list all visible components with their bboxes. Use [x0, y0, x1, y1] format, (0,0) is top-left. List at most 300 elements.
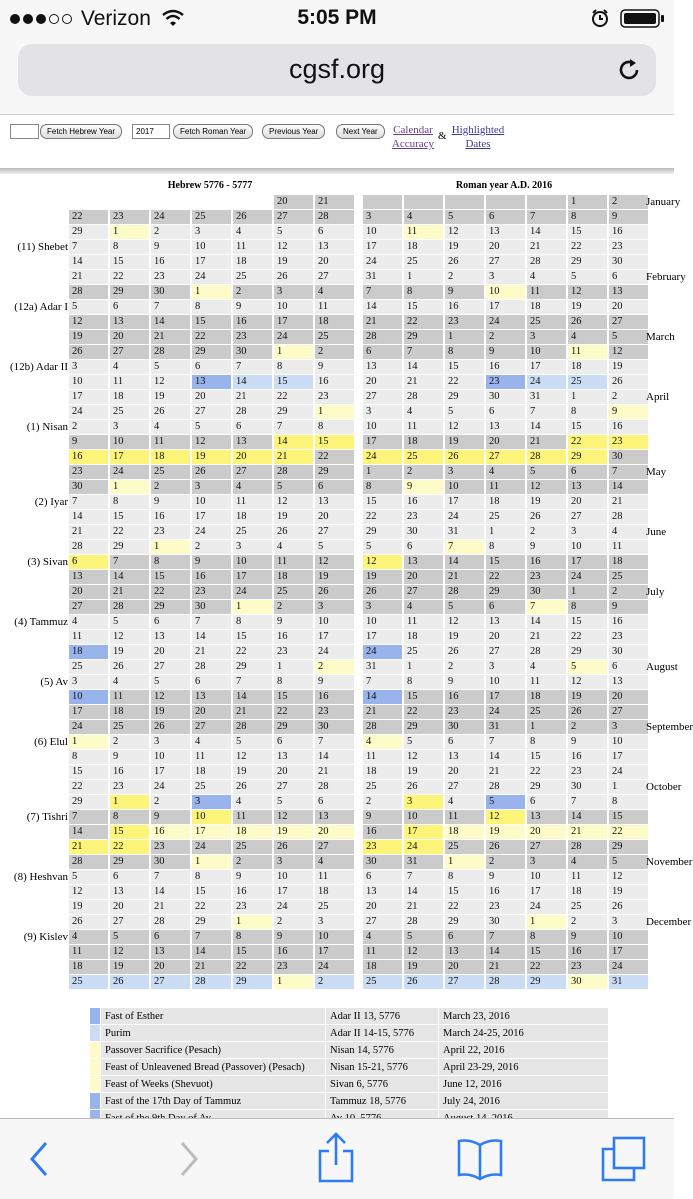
roman-day-cell: 28 [486, 780, 525, 794]
hebrew-day-cell: 17 [192, 510, 231, 524]
hebrew-day-cell: 2 [151, 480, 190, 494]
roman-day-cell: 13 [363, 885, 402, 899]
hebrew-day-cell: 13 [192, 375, 231, 389]
roman-month-label: July [646, 586, 665, 598]
hebrew-day-cell: 1 [192, 285, 231, 299]
hebrew-day-cell: 21 [233, 390, 272, 404]
hebrew-day-cell: 16 [233, 315, 272, 329]
roman-day-cell: 8 [527, 735, 566, 749]
roman-day-cell: 19 [568, 300, 607, 314]
roman-day-cell: 28 [404, 915, 443, 929]
roman-day-cell: 7 [404, 870, 443, 884]
hebrew-day-cell: 29 [69, 225, 108, 239]
hebrew-day-cell: 18 [151, 450, 190, 464]
roman-day-cell: 9 [445, 285, 484, 299]
legend-roman-date: March 23, 2016 [439, 1008, 608, 1024]
roman-day-cell: 12 [445, 225, 484, 239]
hebrew-day-cell: 13 [315, 810, 354, 824]
hebrew-day-cell: 15 [110, 825, 149, 839]
roman-day-cell: 22 [568, 240, 607, 254]
hebrew-month-label: (4) Tammuz [14, 616, 68, 628]
hebrew-day-cell: 15 [192, 315, 231, 329]
hebrew-day-cell: 20 [274, 195, 313, 209]
hebrew-day-cell: 15 [315, 435, 354, 449]
hebrew-day-cell: 4 [151, 420, 190, 434]
roman-day-cell: 24 [363, 450, 402, 464]
roman-day-cell: 30 [568, 975, 607, 989]
hebrew-day-cell: 1 [151, 540, 190, 554]
roman-month-label: September [646, 721, 693, 733]
hebrew-day-cell: 5 [110, 615, 149, 629]
hebrew-day-cell: 26 [233, 780, 272, 794]
roman-day-cell: 1 [568, 390, 607, 404]
back-icon[interactable] [26, 1139, 52, 1179]
roman-day-cell: 7 [363, 675, 402, 689]
roman-day-cell: 4 [568, 855, 607, 869]
hebrew-day-cell: 13 [233, 435, 272, 449]
hebrew-day-cell: 30 [233, 345, 272, 359]
share-icon[interactable] [316, 1131, 356, 1185]
calendar-accuracy-link-line1[interactable]: Calendar [393, 124, 433, 136]
hebrew-day-cell: 24 [69, 405, 108, 419]
roman-day-cell: 6 [486, 210, 525, 224]
roman-day-cell [404, 195, 443, 209]
hebrew-day-cell: 23 [151, 270, 190, 284]
hebrew-day-cell: 26 [151, 405, 190, 419]
roman-day-cell: 22 [445, 375, 484, 389]
url-text[interactable]: cgsf.org [288, 54, 386, 84]
hebrew-day-cell: 2 [110, 735, 149, 749]
hebrew-day-cell: 6 [151, 615, 190, 629]
roman-day-cell [445, 195, 484, 209]
hebrew-day-cell: 20 [315, 825, 354, 839]
hebrew-day-cell: 1 [274, 345, 313, 359]
hebrew-day-cell: 17 [274, 885, 313, 899]
hebrew-day-cell: 18 [69, 960, 108, 974]
hebrew-day-cell: 21 [69, 525, 108, 539]
hebrew-day-cell: 28 [315, 210, 354, 224]
hebrew-day-cell: 2 [233, 855, 272, 869]
hebrew-day-cell: 25 [233, 840, 272, 854]
roman-day-cell: 16 [609, 420, 648, 434]
roman-day-cell: 9 [404, 480, 443, 494]
roman-day-cell: 18 [568, 885, 607, 899]
hebrew-day-cell: 14 [315, 750, 354, 764]
hebrew-day-cell: 9 [315, 360, 354, 374]
hebrew-day-cell: 29 [192, 345, 231, 359]
hebrew-day-cell: 17 [192, 255, 231, 269]
hebrew-day-cell: 23 [315, 390, 354, 404]
roman-day-cell: 3 [363, 210, 402, 224]
hebrew-day-cell: 12 [274, 810, 313, 824]
legend-roman-date: June 12, 2016 [439, 1076, 608, 1092]
hebrew-day-cell: 12 [151, 375, 190, 389]
hebrew-day-cell: 15 [151, 570, 190, 584]
roman-day-cell: 20 [568, 495, 607, 509]
roman-day-cell: 21 [609, 495, 648, 509]
hebrew-day-cell: 14 [151, 315, 190, 329]
tabs-icon[interactable] [600, 1135, 648, 1183]
hebrew-day-cell: 29 [192, 915, 231, 929]
roman-day-cell: 24 [527, 375, 566, 389]
roman-day-cell: 3 [486, 660, 525, 674]
roman-day-cell: 26 [568, 315, 607, 329]
legend-hebrew-date: Nisan 15-21, 5776 [326, 1059, 438, 1075]
hebrew-day-cell: 12 [233, 750, 272, 764]
hebrew-day-cell: 21 [192, 645, 231, 659]
hebrew-day-cell: 17 [69, 390, 108, 404]
hebrew-day-cell: 27 [315, 840, 354, 854]
roman-day-cell: 5 [445, 405, 484, 419]
roman-day-cell: 21 [527, 240, 566, 254]
roman-day-cell: 19 [486, 825, 525, 839]
hebrew-day-cell: 6 [315, 225, 354, 239]
roman-day-cell: 11 [404, 225, 443, 239]
hebrew-day-cell: 13 [151, 945, 190, 959]
legend-row [90, 1076, 608, 1093]
hebrew-day-cell: 7 [274, 420, 313, 434]
roman-day-cell: 27 [445, 975, 484, 989]
hebrew-day-cell: 1 [233, 600, 272, 614]
hebrew-day-cell: 10 [274, 870, 313, 884]
roman-day-cell: 10 [527, 345, 566, 359]
hebrew-month-label: (2) Iyar [34, 496, 68, 508]
hebrew-day-cell: 8 [233, 930, 272, 944]
hebrew-day-cell: 2 [274, 915, 313, 929]
hebrew-day-cell: 14 [69, 255, 108, 269]
hebrew-day-cell: 1 [69, 735, 108, 749]
hebrew-day-cell: 18 [110, 705, 149, 719]
legend-holiday-name: Feast of Unleavened Bread (Passover) (Pesach) [101, 1059, 325, 1075]
roman-day-cell: 3 [363, 405, 402, 419]
hebrew-day-cell: 28 [110, 600, 149, 614]
hebrew-day-cell: 17 [315, 630, 354, 644]
hebrew-day-cell: 27 [110, 915, 149, 929]
roman-day-cell: 21 [404, 900, 443, 914]
hebrew-day-cell: 10 [69, 375, 108, 389]
hebrew-day-cell: 22 [192, 330, 231, 344]
roman-day-cell: 11 [363, 750, 402, 764]
roman-day-cell: 25 [568, 375, 607, 389]
roman-day-cell: 4 [404, 210, 443, 224]
roman-day-cell: 8 [404, 675, 443, 689]
roman-day-cell: 9 [363, 810, 402, 824]
hebrew-day-cell: 24 [151, 780, 190, 794]
hebrew-month-label: (3) Sivan [27, 556, 68, 568]
hebrew-day-cell: 15 [274, 375, 313, 389]
roman-day-cell: 22 [527, 765, 566, 779]
hebrew-day-cell: 27 [151, 660, 190, 674]
legend-hebrew-date: Adar II 13, 5776 [326, 1008, 438, 1024]
roman-day-cell: 16 [486, 360, 525, 374]
previous-year-button[interactable]: Previous Year [262, 124, 325, 139]
hebrew-day-cell: 19 [110, 645, 149, 659]
hebrew-day-cell: 1 [233, 915, 272, 929]
hebrew-day-cell: 25 [151, 465, 190, 479]
roman-day-cell: 2 [486, 855, 525, 869]
calendar-accuracy-link-line2[interactable]: Accuracy [391, 138, 435, 150]
ampersand: & [438, 130, 447, 142]
hebrew-day-cell: 19 [110, 960, 149, 974]
hebrew-day-cell: 14 [69, 510, 108, 524]
roman-day-cell: 19 [527, 495, 566, 509]
roman-day-cell: 28 [527, 255, 566, 269]
legend-swatch [90, 1042, 100, 1058]
hebrew-day-cell [110, 195, 149, 209]
hebrew-day-cell: 14 [110, 570, 149, 584]
roman-day-cell: 16 [609, 615, 648, 629]
roman-day-cell: 27 [486, 255, 525, 269]
roman-month-label: April [646, 391, 670, 403]
roman-day-cell: 28 [568, 840, 607, 854]
hebrew-day-cell: 13 [151, 630, 190, 644]
hebrew-day-cell: 23 [233, 900, 272, 914]
hebrew-month-label: (6) Elul [34, 736, 68, 748]
roman-day-cell: 25 [527, 705, 566, 719]
roman-day-cell: 3 [568, 525, 607, 539]
roman-day-cell: 29 [568, 255, 607, 269]
roman-day-cell: 8 [404, 285, 443, 299]
hebrew-day-cell: 4 [274, 540, 313, 554]
legend-hebrew-date: Nisan 14, 5776 [326, 1042, 438, 1058]
roman-day-cell: 7 [527, 405, 566, 419]
legend-holiday-name: Passover Sacrifice (Pesach) [101, 1042, 325, 1058]
hebrew-day-cell: 5 [233, 735, 272, 749]
roman-day-cell: 10 [568, 540, 607, 554]
roman-day-cell: 1 [404, 660, 443, 674]
hebrew-day-cell: 16 [315, 375, 354, 389]
hebrew-day-cell [233, 195, 272, 209]
hebrew-month-label: (9) Kislev [23, 931, 68, 943]
hebrew-day-cell: 22 [69, 780, 108, 794]
roman-day-cell: 7 [404, 345, 443, 359]
hebrew-day-cell: 18 [233, 255, 272, 269]
hebrew-day-cell: 27 [151, 975, 190, 989]
roman-day-cell: 2 [609, 195, 648, 209]
hebrew-day-cell: 21 [315, 195, 354, 209]
roman-day-cell: 18 [527, 300, 566, 314]
roman-day-cell: 26 [568, 705, 607, 719]
roman-day-cell: 3 [363, 600, 402, 614]
hebrew-day-cell: 7 [315, 735, 354, 749]
roman-day-cell: 31 [609, 975, 648, 989]
fetch-hebrew-year-button[interactable]: Fetch Hebrew Year [40, 124, 122, 139]
roman-day-cell: 30 [527, 585, 566, 599]
roman-day-cell: 20 [486, 630, 525, 644]
roman-day-cell: 10 [486, 675, 525, 689]
roman-day-cell: 5 [609, 330, 648, 344]
roman-day-cell: 12 [568, 675, 607, 689]
roman-day-cell: 20 [404, 570, 443, 584]
legend-swatch [90, 1059, 100, 1075]
roman-day-cell: 30 [609, 645, 648, 659]
hebrew-day-cell: 6 [192, 360, 231, 374]
roman-day-cell: 15 [527, 945, 566, 959]
hebrew-day-cell: 3 [192, 795, 231, 809]
roman-day-cell: 1 [568, 585, 607, 599]
highlighted-dates-link-line1[interactable]: Highlighted [451, 124, 505, 136]
hebrew-day-cell: 26 [192, 465, 231, 479]
roman-month-label: March [646, 331, 675, 343]
roman-day-cell: 24 [568, 570, 607, 584]
hebrew-day-cell: 20 [274, 765, 313, 779]
roman-day-cell: 10 [609, 735, 648, 749]
hebrew-day-cell: 12 [69, 315, 108, 329]
hebrew-day-cell: 4 [315, 855, 354, 869]
hebrew-day-cell: 4 [315, 285, 354, 299]
roman-day-cell: 23 [445, 315, 484, 329]
hebrew-day-cell: 10 [233, 555, 272, 569]
legend-holiday-name: Purim [101, 1025, 325, 1041]
hebrew-day-cell: 20 [315, 255, 354, 269]
hebrew-day-cell: 25 [192, 780, 231, 794]
roman-day-cell: 31 [486, 720, 525, 734]
hebrew-day-cell: 20 [110, 900, 149, 914]
roman-day-cell: 7 [527, 600, 566, 614]
hebrew-day-cell: 28 [274, 465, 313, 479]
legend-swatch [90, 1008, 100, 1024]
hebrew-day-cell: 22 [110, 525, 149, 539]
hebrew-day-cell: 26 [110, 660, 149, 674]
roman-day-cell: 17 [363, 630, 402, 644]
hebrew-day-cell: 22 [274, 390, 313, 404]
roman-day-cell: 18 [404, 435, 443, 449]
hebrew-day-cell: 8 [233, 615, 272, 629]
roman-day-cell: 21 [527, 630, 566, 644]
hebrew-day-cell: 10 [110, 435, 149, 449]
roman-day-cell: 12 [445, 420, 484, 434]
roman-day-cell: 25 [568, 900, 607, 914]
hebrew-day-cell: 10 [151, 750, 190, 764]
roman-day-cell: 6 [363, 870, 402, 884]
roman-year-input[interactable]: 2017 [132, 124, 170, 139]
hebrew-day-cell: 13 [274, 750, 313, 764]
roman-day-cell: 24 [363, 645, 402, 659]
hebrew-day-cell: 5 [274, 225, 313, 239]
hebrew-day-cell: 2 [315, 975, 354, 989]
hebrew-day-cell: 24 [69, 720, 108, 734]
roman-day-cell: 14 [404, 360, 443, 374]
roman-day-cell [486, 195, 525, 209]
roman-day-cell: 26 [486, 840, 525, 854]
roman-day-cell: 10 [404, 810, 443, 824]
roman-day-cell: 12 [486, 810, 525, 824]
hebrew-day-cell: 26 [69, 345, 108, 359]
roman-day-cell: 16 [609, 225, 648, 239]
roman-day-cell: 3 [404, 795, 443, 809]
hebrew-day-cell: 28 [192, 975, 231, 989]
hebrew-day-cell: 29 [233, 660, 272, 674]
hebrew-day-cell: 30 [315, 720, 354, 734]
roman-day-cell: 25 [363, 780, 402, 794]
roman-day-cell: 27 [609, 705, 648, 719]
forward-icon[interactable] [176, 1139, 202, 1179]
legend-row [90, 1025, 608, 1042]
roman-day-cell: 16 [404, 495, 443, 509]
roman-day-cell: 22 [609, 825, 648, 839]
next-year-button[interactable]: Next Year [336, 124, 385, 139]
hebrew-day-cell: 29 [151, 600, 190, 614]
roman-day-cell: 23 [404, 510, 443, 524]
roman-day-cell: 17 [568, 555, 607, 569]
hebrew-day-cell: 22 [315, 450, 354, 464]
hebrew-day-cell: 26 [274, 270, 313, 284]
roman-day-cell: 26 [445, 645, 484, 659]
hebrew-day-cell: 23 [69, 465, 108, 479]
hebrew-day-cell: 14 [192, 945, 231, 959]
hebrew-day-cell: 12 [110, 945, 149, 959]
roman-day-cell: 24 [527, 900, 566, 914]
roman-day-cell: 28 [363, 330, 402, 344]
hebrew-day-cell: 27 [192, 720, 231, 734]
roman-day-cell: 28 [527, 645, 566, 659]
hebrew-day-cell: 21 [233, 705, 272, 719]
legend-swatch [90, 1093, 100, 1109]
hebrew-day-cell: 19 [274, 825, 313, 839]
hebrew-day-cell: 16 [192, 570, 231, 584]
roman-day-cell: 6 [445, 930, 484, 944]
roman-day-cell: 26 [404, 975, 443, 989]
hebrew-day-cell: 6 [110, 870, 149, 884]
roman-day-cell: 20 [486, 240, 525, 254]
hebrew-day-cell: 6 [69, 555, 108, 569]
hebrew-day-cell: 11 [315, 300, 354, 314]
hebrew-day-cell: 11 [315, 870, 354, 884]
roman-day-cell: 13 [445, 945, 484, 959]
hebrew-day-cell: 3 [192, 480, 231, 494]
hebrew-day-cell: 18 [69, 645, 108, 659]
legend-row [90, 1042, 608, 1059]
hebrew-day-cell: 16 [315, 690, 354, 704]
roman-day-cell: 14 [568, 810, 607, 824]
roman-day-cell: 25 [404, 645, 443, 659]
roman-day-cell: 19 [404, 765, 443, 779]
hebrew-day-cell: 10 [274, 300, 313, 314]
hebrew-day-cell: 11 [233, 495, 272, 509]
hebrew-day-cell: 8 [274, 675, 313, 689]
roman-day-cell: 17 [445, 495, 484, 509]
hebrew-day-cell [192, 195, 231, 209]
hebrew-day-cell: 13 [192, 690, 231, 704]
hebrew-day-cell: 9 [151, 810, 190, 824]
roman-month-label: June [646, 526, 667, 538]
roman-day-cell: 6 [568, 465, 607, 479]
hebrew-day-cell: 10 [315, 930, 354, 944]
hebrew-day-cell: 7 [233, 675, 272, 689]
hebrew-day-cell: 12 [151, 690, 190, 704]
roman-day-cell: 16 [445, 300, 484, 314]
hebrew-day-cell: 8 [192, 300, 231, 314]
roman-day-cell: 20 [609, 300, 648, 314]
roman-day-cell: 4 [404, 600, 443, 614]
highlighted-dates-link-line2[interactable]: Dates [465, 138, 491, 150]
bookmarks-icon[interactable] [456, 1137, 504, 1181]
roman-day-cell: 3 [527, 855, 566, 869]
hebrew-day-cell: 22 [110, 270, 149, 284]
roman-day-cell: 21 [363, 705, 402, 719]
hebrew-day-cell: 29 [233, 975, 272, 989]
roman-day-cell: 27 [609, 315, 648, 329]
roman-day-cell: 30 [568, 780, 607, 794]
roman-day-cell: 8 [527, 930, 566, 944]
roman-day-cell: 26 [445, 450, 484, 464]
roman-day-cell: 13 [404, 555, 443, 569]
fetch-roman-year-button[interactable]: Fetch Roman Year [173, 124, 253, 139]
hebrew-day-cell: 7 [151, 300, 190, 314]
roman-day-cell: 17 [609, 945, 648, 959]
hebrew-day-cell: 3 [69, 360, 108, 374]
hebrew-day-cell: 21 [69, 840, 108, 854]
